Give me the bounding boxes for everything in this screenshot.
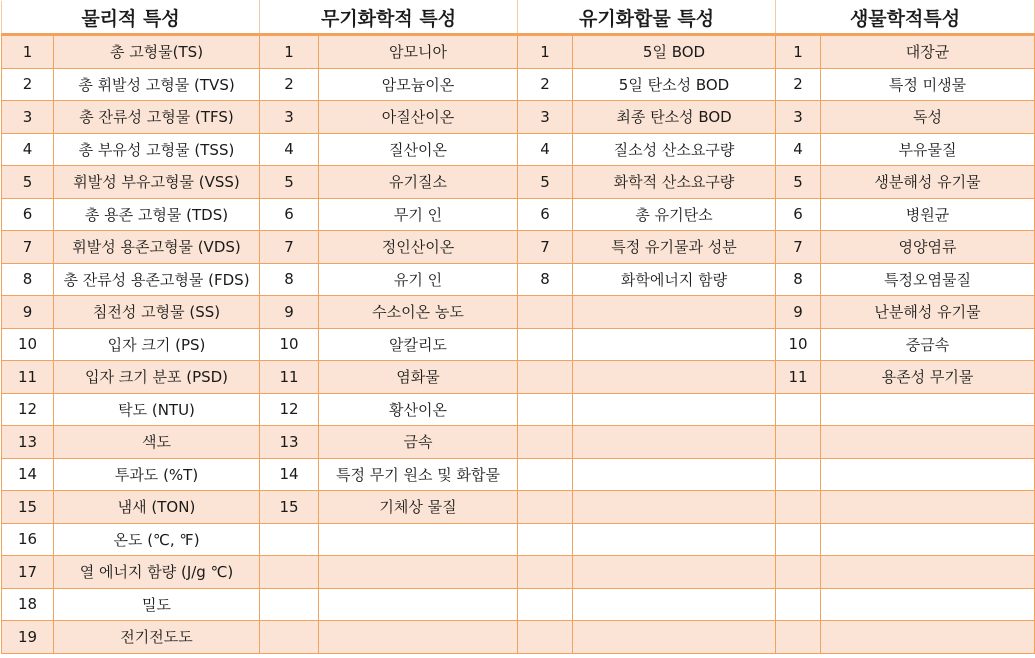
biological-name-cell: [821, 491, 1035, 524]
physical-number-cell: 19: [2, 621, 54, 654]
header-organic: 유기화합물 특성: [518, 1, 776, 35]
physical-number-cell: 13: [2, 426, 54, 459]
inorganic-number-cell: 1: [260, 35, 319, 69]
physical-number-cell: 16: [2, 523, 54, 556]
physical-name-cell: 밀도: [54, 588, 260, 621]
organic-number-cell: [518, 556, 573, 589]
organic-number-cell: [518, 491, 573, 524]
physical-name-cell: 탁도 (NTU): [54, 393, 260, 426]
biological-number-cell: 8: [776, 263, 821, 296]
inorganic-number-cell: 2: [260, 68, 319, 101]
physical-number-cell: 15: [2, 491, 54, 524]
biological-number-cell: 2: [776, 68, 821, 101]
inorganic-name-cell: 알칼리도: [319, 328, 518, 361]
organic-name-cell: [573, 621, 776, 654]
biological-name-cell: [821, 588, 1035, 621]
physical-name-cell: 온도 (℃, ℉): [54, 523, 260, 556]
organic-number-cell: [518, 328, 573, 361]
biological-name-cell: [821, 458, 1035, 491]
physical-number-cell: 14: [2, 458, 54, 491]
physical-name-cell: 총 휘발성 고형물 (TVS): [54, 68, 260, 101]
biological-number-cell: 4: [776, 133, 821, 166]
inorganic-number-cell: [260, 621, 319, 654]
organic-name-cell: 질소성 산소요구량: [573, 133, 776, 166]
inorganic-name-cell: 특정 무기 원소 및 화합물: [319, 458, 518, 491]
inorganic-name-cell: 정인산이온: [319, 231, 518, 264]
organic-name-cell: 총 유기탄소: [573, 198, 776, 231]
physical-number-cell: 9: [2, 296, 54, 329]
inorganic-number-cell: 13: [260, 426, 319, 459]
inorganic-number-cell: 15: [260, 491, 319, 524]
table-body: [2, 35, 1035, 654]
biological-number-cell: [776, 458, 821, 491]
biological-name-cell: 병원균: [821, 198, 1035, 231]
physical-number-cell: 12: [2, 393, 54, 426]
organic-name-cell: [573, 458, 776, 491]
biological-name-cell: 특정 미생물: [821, 68, 1035, 101]
inorganic-name-cell: 암모늄이온: [319, 68, 518, 101]
table-row: [2, 361, 1035, 394]
physical-number-cell: 7: [2, 231, 54, 264]
inorganic-name-cell: 기체상 물질: [319, 491, 518, 524]
physical-number-cell: 11: [2, 361, 54, 394]
table-row: [2, 588, 1035, 621]
table-row: [2, 68, 1035, 101]
physical-name-cell: 총 잔류성 고형물 (TFS): [54, 101, 260, 134]
table-row: [2, 328, 1035, 361]
physical-name-cell: 침전성 고형물 (SS): [54, 296, 260, 329]
inorganic-name-cell: 무기 인: [319, 198, 518, 231]
inorganic-name-cell: 수소이온 농도: [319, 296, 518, 329]
organic-name-cell: [573, 393, 776, 426]
table-row: [2, 491, 1035, 524]
physical-name-cell: 휘발성 용존고형물 (VDS): [54, 231, 260, 264]
table-row: [2, 523, 1035, 556]
organic-number-cell: [518, 458, 573, 491]
inorganic-number-cell: 9: [260, 296, 319, 329]
organic-name-cell: 화학에너지 함량: [573, 263, 776, 296]
table-row: [2, 35, 1035, 69]
biological-name-cell: [821, 426, 1035, 459]
header-inorganic: 무기화학적 특성: [260, 1, 518, 35]
inorganic-number-cell: 14: [260, 458, 319, 491]
biological-number-cell: [776, 491, 821, 524]
table-row: [2, 263, 1035, 296]
organic-name-cell: [573, 296, 776, 329]
physical-name-cell: 냄새 (TON): [54, 491, 260, 524]
inorganic-name-cell: [319, 588, 518, 621]
inorganic-name-cell: 황산이온: [319, 393, 518, 426]
physical-name-cell: 총 부유성 고형물 (TSS): [54, 133, 260, 166]
inorganic-name-cell: 유기 인: [319, 263, 518, 296]
organic-name-cell: [573, 556, 776, 589]
physical-number-cell: 5: [2, 166, 54, 199]
inorganic-name-cell: 염화물: [319, 361, 518, 394]
organic-number-cell: 3: [518, 101, 573, 134]
physical-name-cell: 총 잔류성 용존고형물 (FDS): [54, 263, 260, 296]
physical-number-cell: 6: [2, 198, 54, 231]
organic-number-cell: 6: [518, 198, 573, 231]
biological-name-cell: [821, 556, 1035, 589]
physical-name-cell: 투과도 (%T): [54, 458, 260, 491]
inorganic-name-cell: 질산이온: [319, 133, 518, 166]
table-row: [2, 198, 1035, 231]
organic-number-cell: 8: [518, 263, 573, 296]
biological-name-cell: 부유물질: [821, 133, 1035, 166]
physical-name-cell: 열 에너지 함량 (J/g ℃): [54, 556, 260, 589]
inorganic-number-cell: [260, 588, 319, 621]
organic-name-cell: [573, 491, 776, 524]
biological-name-cell: 영양염류: [821, 231, 1035, 264]
organic-number-cell: 1: [518, 35, 573, 69]
biological-number-cell: [776, 393, 821, 426]
biological-number-cell: 5: [776, 166, 821, 199]
inorganic-number-cell: [260, 556, 319, 589]
biological-name-cell: 생분해성 유기물: [821, 166, 1035, 199]
organic-name-cell: 화학적 산소요구량: [573, 166, 776, 199]
inorganic-number-cell: 4: [260, 133, 319, 166]
table-row: [2, 166, 1035, 199]
biological-name-cell: 난분해성 유기물: [821, 296, 1035, 329]
table-row: [2, 556, 1035, 589]
table-row: [2, 296, 1035, 329]
physical-name-cell: 색도: [54, 426, 260, 459]
biological-number-cell: 9: [776, 296, 821, 329]
organic-name-cell: [573, 523, 776, 556]
biological-name-cell: [821, 393, 1035, 426]
inorganic-name-cell: [319, 523, 518, 556]
organic-number-cell: [518, 426, 573, 459]
inorganic-number-cell: 11: [260, 361, 319, 394]
biological-number-cell: 1: [776, 35, 821, 69]
table-row: [2, 133, 1035, 166]
inorganic-number-cell: 12: [260, 393, 319, 426]
organic-name-cell: 특정 유기물과 성분: [573, 231, 776, 264]
organic-number-cell: [518, 523, 573, 556]
organic-number-cell: 5: [518, 166, 573, 199]
physical-number-cell: 10: [2, 328, 54, 361]
inorganic-name-cell: 금속: [319, 426, 518, 459]
table-row: [2, 231, 1035, 264]
organic-number-cell: [518, 296, 573, 329]
biological-name-cell: 대장균: [821, 35, 1035, 69]
inorganic-name-cell: 유기질소: [319, 166, 518, 199]
biological-name-cell: [821, 621, 1035, 654]
organic-name-cell: [573, 328, 776, 361]
biological-number-cell: 7: [776, 231, 821, 264]
inorganic-number-cell: 3: [260, 101, 319, 134]
organic-number-cell: 4: [518, 133, 573, 166]
biological-number-cell: 10: [776, 328, 821, 361]
inorganic-number-cell: 7: [260, 231, 319, 264]
inorganic-number-cell: 8: [260, 263, 319, 296]
organic-name-cell: 최종 탄소성 BOD: [573, 101, 776, 134]
biological-name-cell: 중금속: [821, 328, 1035, 361]
physical-number-cell: 17: [2, 556, 54, 589]
physical-name-cell: 휘발성 부유고형물 (VSS): [54, 166, 260, 199]
organic-number-cell: [518, 393, 573, 426]
physical-name-cell: 입자 크기 분포 (PSD): [54, 361, 260, 394]
physical-name-cell: 총 용존 고형물 (TDS): [54, 198, 260, 231]
biological-name-cell: 용존성 무기물: [821, 361, 1035, 394]
physical-name-cell: 전기전도도: [54, 621, 260, 654]
biological-number-cell: [776, 621, 821, 654]
physical-number-cell: 1: [2, 35, 54, 69]
inorganic-number-cell: 6: [260, 198, 319, 231]
organic-name-cell: [573, 588, 776, 621]
biological-number-cell: [776, 588, 821, 621]
physical-number-cell: 3: [2, 101, 54, 134]
physical-number-cell: 8: [2, 263, 54, 296]
biological-number-cell: 6: [776, 198, 821, 231]
characteristics-table: [1, 0, 1035, 654]
biological-number-cell: [776, 426, 821, 459]
inorganic-number-cell: 5: [260, 166, 319, 199]
inorganic-number-cell: 10: [260, 328, 319, 361]
biological-number-cell: [776, 523, 821, 556]
inorganic-name-cell: 아질산이온: [319, 101, 518, 134]
biological-name-cell: 특정오염물질: [821, 263, 1035, 296]
physical-number-cell: 4: [2, 133, 54, 166]
organic-name-cell: [573, 361, 776, 394]
inorganic-name-cell: [319, 621, 518, 654]
organic-number-cell: [518, 621, 573, 654]
biological-number-cell: 3: [776, 101, 821, 134]
inorganic-number-cell: [260, 523, 319, 556]
table-row: [2, 426, 1035, 459]
physical-name-cell: 입자 크기 (PS): [54, 328, 260, 361]
biological-name-cell: 독성: [821, 101, 1035, 134]
header-biological: 생물학적특성: [776, 1, 1035, 35]
organic-number-cell: 7: [518, 231, 573, 264]
table-row: [2, 101, 1035, 134]
organic-number-cell: [518, 588, 573, 621]
inorganic-name-cell: 암모니아: [319, 35, 518, 69]
organic-number-cell: 2: [518, 68, 573, 101]
organic-name-cell: [573, 426, 776, 459]
table-row: [2, 393, 1035, 426]
biological-number-cell: 11: [776, 361, 821, 394]
physical-number-cell: 2: [2, 68, 54, 101]
physical-number-cell: 18: [2, 588, 54, 621]
organic-name-cell: 5일 탄소성 BOD: [573, 68, 776, 101]
organic-name-cell: 5일 BOD: [573, 35, 776, 69]
header-physical: 물리적 특성: [2, 1, 260, 35]
header-row: [2, 1, 1035, 35]
biological-number-cell: [776, 556, 821, 589]
table-row: [2, 458, 1035, 491]
organic-number-cell: [518, 361, 573, 394]
inorganic-name-cell: [319, 556, 518, 589]
table-row: [2, 621, 1035, 654]
physical-name-cell: 총 고형물(TS): [54, 35, 260, 69]
biological-name-cell: [821, 523, 1035, 556]
